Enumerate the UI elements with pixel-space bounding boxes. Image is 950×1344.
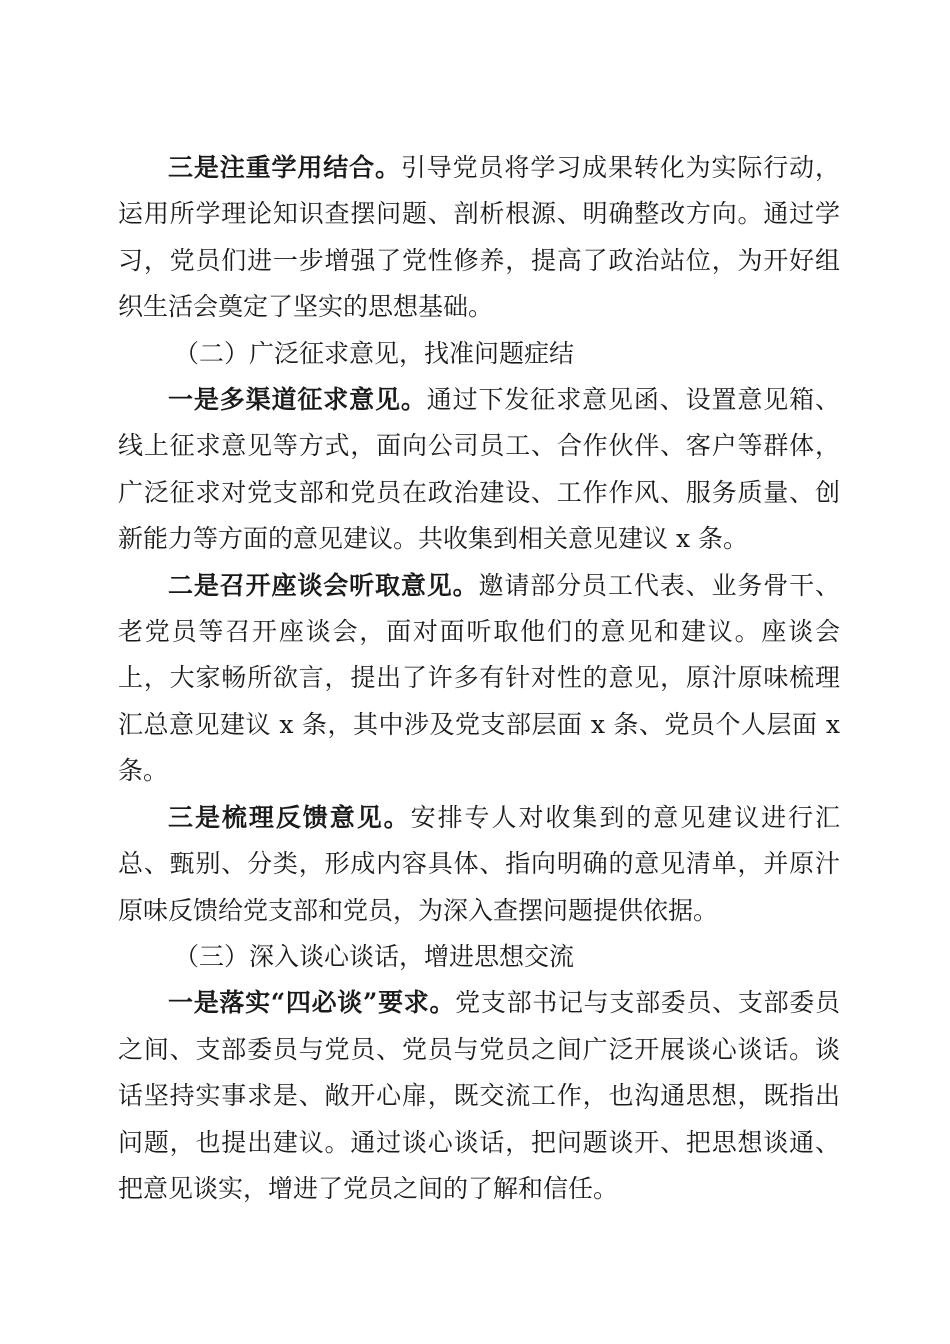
paragraph-forum <box>118 563 840 795</box>
paragraph-text: 党支部书记与支部委员、支部委员之间、支部委员与党员、党员与党员之间广泛开展谈心谈话。谈话坚持实事求是、敞开心扉，既交流工作，也沟通思想，既指出问题，也提出建议。通过谈心谈话，把问题谈开、把思想谈通、把意见谈实，增进了党员之间的了解和信任。 <box>118 988 840 1203</box>
paragraph-lead: 一是落实“四必谈”要求。 <box>168 988 456 1018</box>
paragraph-multi-channel <box>118 377 840 563</box>
paragraph-study-application <box>118 145 840 331</box>
paragraph-lead: 一是多渠道征求意见。 <box>168 385 427 415</box>
paragraph-text: 引导党员将学习成果转化为实际行动，运用所学理论知识查摆问题、剖析根源、明确整改方向。通过学习，党员们进一步增强了党性修养，提高了政治站位，为开好组织生活会奠定了坚实的思想基础。 <box>118 153 840 322</box>
paragraph-feedback <box>118 795 840 934</box>
paragraph-text: 邀请部分员工代表、业务骨干、老党员等召开座谈会，面对面听取他们的意见和建议。座谈会上，大家畅所欲言，提出了许多有针对性的意见，原汁原味梳理汇总意见建议 x 条，其中涉及党支部层面 x 条、党员个人层面 x 条。 <box>118 570 840 786</box>
section-heading-2: （二）广泛征求意见，找准问题症结 <box>174 338 575 368</box>
paragraph-lead: 二是召开座谈会听取意见。 <box>168 570 479 600</box>
paragraph-lead: 三是注重学用结合。 <box>168 153 401 182</box>
paragraph-text: 安排专人对收集到的意见建议进行汇总、甄别、分类，形成内容具体、指向明确的意见清单，并原汁原味反馈给党支部和党员，为深入查摆问题提供依据。 <box>118 802 840 925</box>
document-body <box>118 145 840 1212</box>
section-heading-3: （三）深入谈心谈话，增进思想交流 <box>174 941 575 971</box>
paragraph-lead: 三是梳理反馈意见。 <box>168 802 411 832</box>
paragraph-four-talks <box>118 980 840 1212</box>
paragraph-text: 通过下发征求意见函、设置意见箱、线上征求意见等方式，面向公司员工、合作伙伴、客户等群体，广泛征求对党支部和党员在政治建设、工作作风、服务质量、创新能力等方面的意见建议。共收集到相关意见建议 x 条。 <box>118 385 840 554</box>
